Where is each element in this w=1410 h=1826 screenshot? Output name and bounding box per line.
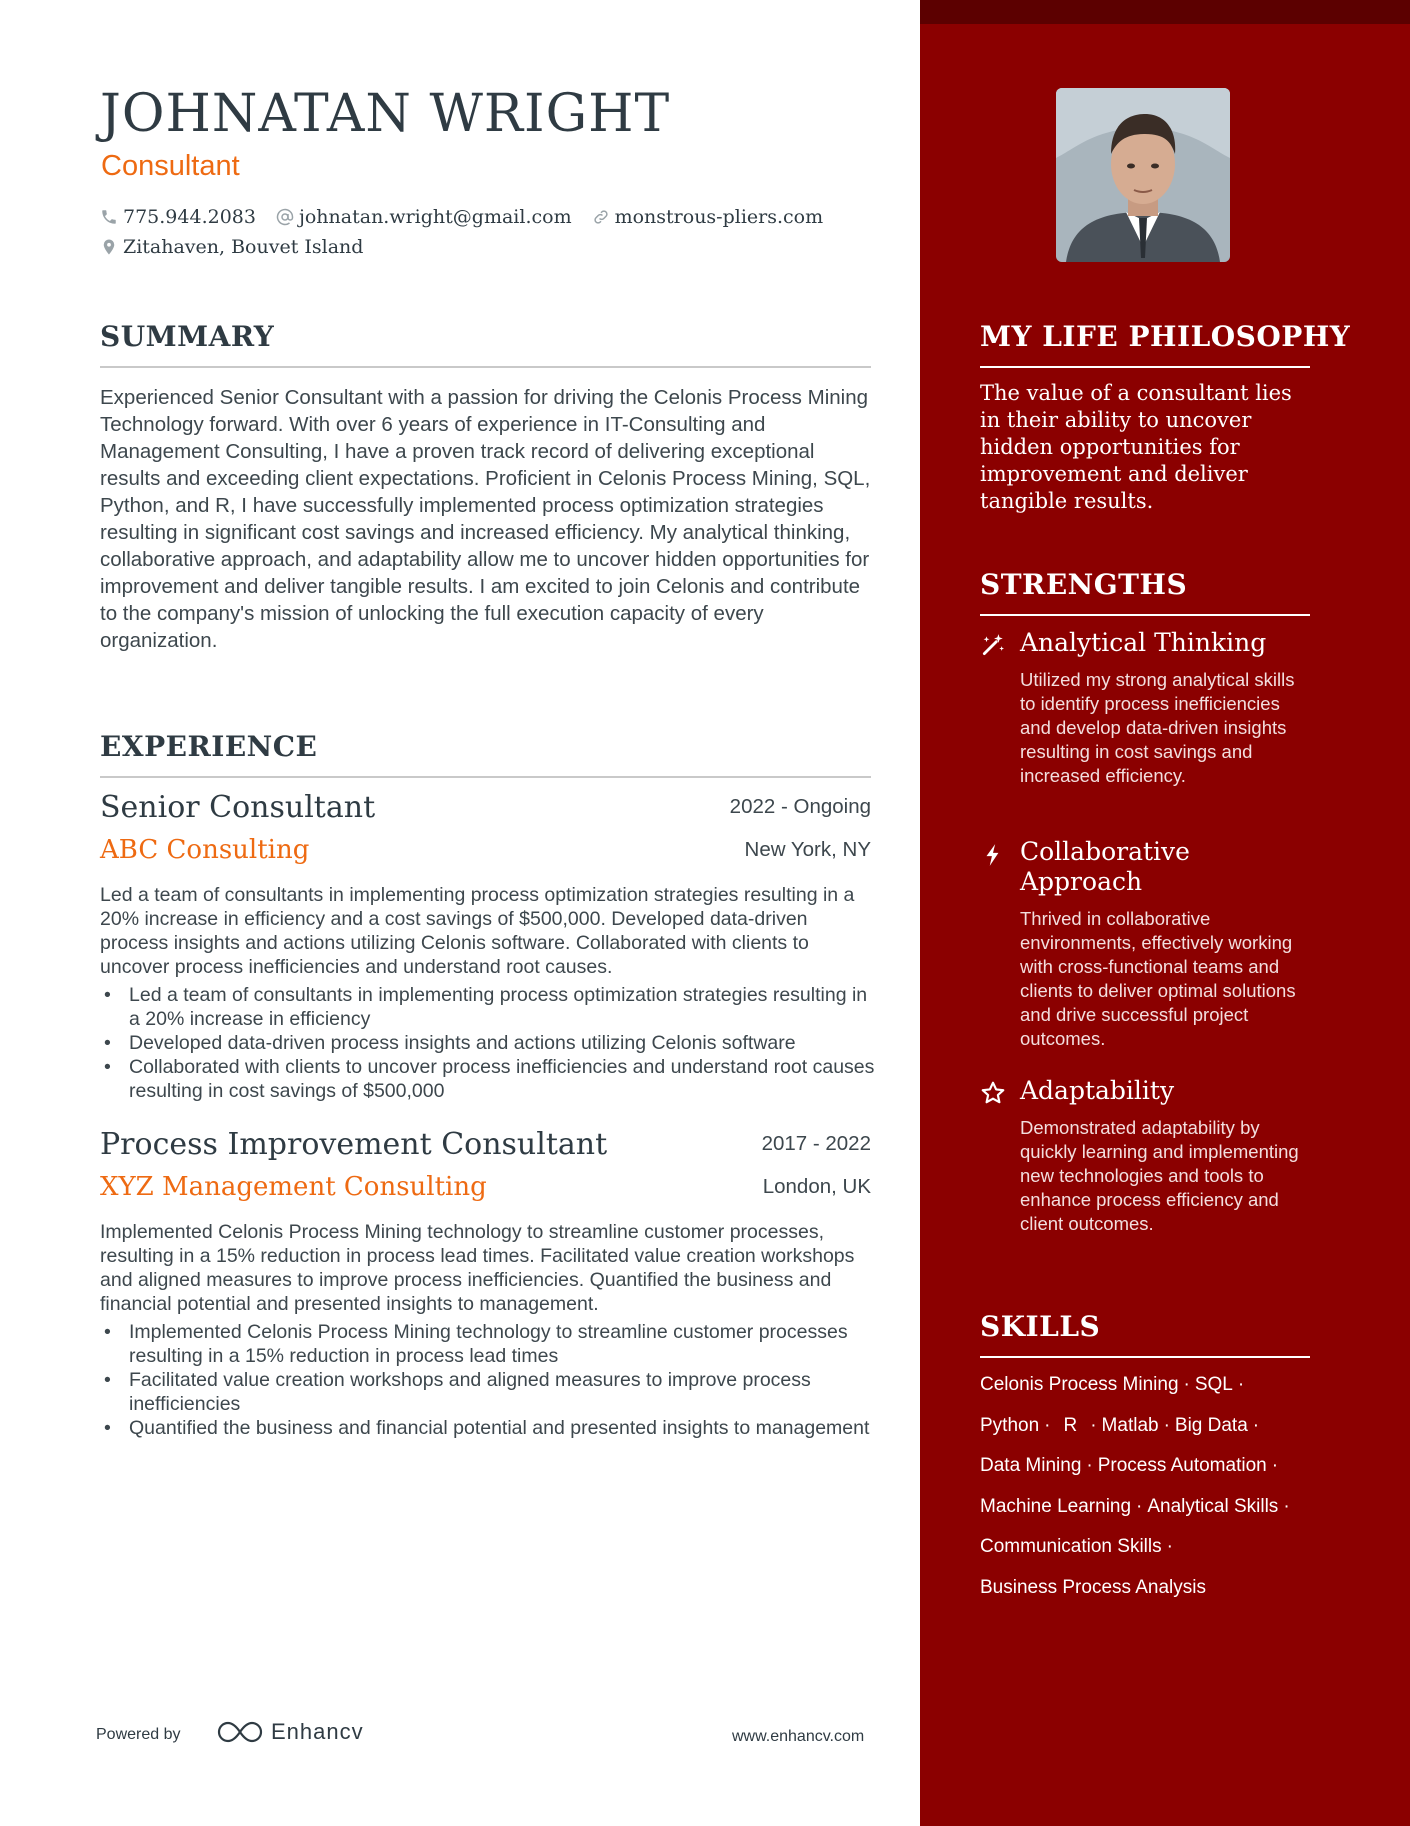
summary-heading: SUMMARY [100,320,275,353]
summary-divider [100,366,871,368]
skills-row [980,1370,1320,1411]
lightning-icon [980,842,1006,868]
profile-photo [1056,88,1230,262]
strengths-heading: STRENGTHS [980,568,1188,601]
skills-list [980,1370,1320,1613]
skills-row [980,1492,1320,1533]
candidate-name: JOHNATAN WRIGHT [100,84,671,144]
job-bullet: • Quantified the business and financial potential and presented insights to management [100,1416,875,1440]
experience-heading: EXPERIENCE [100,730,318,763]
sidebar-top-bar [920,0,1410,24]
website-contact[interactable] [592,206,824,228]
job-description: Implemented Celonis Process Mining technology to streamline customer processes, resulting in a 15% reduction in process lead times. Facilitated value creation workshops and aligned measures to improve process inefficiencies. Quantified the business and financial potential and presented insights to management. [100,1221,855,1315]
skill-separator: · [1086,1455,1093,1476]
location-text: Zitahaven, Bouvet Island [123,236,364,258]
job-bullet: • Led a team of consultants in implementing process optimization strategies resulting in a 20% increase in efficiency [100,983,875,1031]
skill-tag: Machine Learning [980,1495,1132,1517]
email-contact[interactable] [276,206,572,228]
skill-separator: · [1252,1414,1260,1436]
job-title: Senior Consultant [100,790,376,825]
phone-contact [100,206,256,228]
job-dates: 2022 - Ongoing [729,795,871,818]
skill-separator: · [1271,1455,1279,1476]
job-company: XYZ Management Consulting [100,1172,487,1202]
skills-row [980,1532,1320,1573]
enhancv-brand-text: Enhancv [271,1719,364,1744]
job-title: Process Improvement Consultant [100,1127,608,1162]
philosophy-divider [980,366,1310,368]
job-bullet: • Developed data-driven process insights and actions utilizing Celonis software [100,1031,875,1055]
skill-separator: · [1163,1414,1170,1436]
skill-separator: · [1283,1495,1290,1517]
strength-title: Adaptability [1020,1076,1175,1105]
philosophy-heading: MY LIFE PHILOSOPHY [980,320,1351,353]
star-icon [980,1080,1006,1106]
job-location: New York, NY [744,838,871,861]
job-dates: 2017 - 2022 [761,1132,871,1155]
infinity-logo-icon [215,1718,265,1746]
at-icon [276,208,294,226]
skills-row [980,1451,1320,1492]
skills-row [980,1411,1320,1452]
skill-tag: Matlab [1101,1414,1159,1436]
skill-separator: · [1237,1374,1245,1395]
contact-info [100,202,843,262]
job-bullet: • Collaborated with clients to uncover process inefficiencies and understand root causes resulting in cost savings of $500,000 [100,1055,875,1103]
skills-row [980,1573,1320,1614]
skills-divider [980,1356,1310,1358]
skill-tag: Celonis Process Mining [980,1374,1179,1395]
strengths-divider [980,614,1310,616]
job-bullets [100,983,875,1103]
location-contact [100,236,363,258]
phone-icon [100,208,118,226]
strength-title: Collaborative Approach [1020,837,1190,896]
candidate-role: Consultant [101,150,240,182]
skill-separator: · [1166,1536,1173,1557]
summary-text: Experienced Senior Consultant with a passion for driving the Celonis Process Mining Technology forward. With over 6 years of experience in IT-Consulting and Management Consulting, I have a proven track record of delivering exceptional results and exceeding client expectations. Proficient in Celonis Process Mining, SQL, Python, and R, I have successfully implemented process optimization strategies resulting in significant cost savings and increased efficiency. My analytical thinking, collaborative approach, and adaptability allow me to uncover hidden opportunities for improvement and deliver tangible results. I am excited to join Celonis and contribute to the company's mission of unlocking the full execution capacity of every organization. [100,386,871,652]
skill-tag: Data Mining [980,1455,1082,1476]
job-location: London, UK [762,1175,871,1198]
skill-tag: SQL [1194,1374,1233,1395]
job-bullet: • Implemented Celonis Process Mining technology to streamline customer processes resulting in a 15% reduction in process lead times [100,1320,875,1368]
location-pin-icon [100,238,118,256]
skill-tag: Python [980,1414,1040,1436]
powered-by-label: Powered by [96,1726,181,1743]
strength-description: Thrived in collaborative environments, effectively working with cross-functional teams and clients to deliver optimal solutions and drive successful project outcomes. [1020,908,1296,1049]
magic-wand-icon [980,632,1006,658]
skill-tag: Communication Skills [980,1536,1162,1557]
job-company: ABC Consulting [100,835,310,865]
job-bullet: • Facilitated value creation workshops and aligned measures to improve process inefficiencies [100,1368,875,1416]
skill-separator: · [1183,1374,1190,1395]
website-text: monstrous-pliers.com [614,206,824,228]
job-description: Led a team of consultants in implementing process optimization strategies resulting in a 20% increase in efficiency and a cost savings of $500,000. Developed data-driven process insights and actions utilizing Celonis software. Collaborated with clients to uncover process inefficiencies and understand root causes. [100,884,855,978]
footer-url[interactable]: www.enhancv.com [732,1728,865,1745]
philosophy-text: The value of a consultant lies in their ability to uncover hidden opportunities for improvement and deliver tangible results. [980,381,1292,513]
experience-divider [100,776,871,778]
strength-description: Utilized my strong analytical skills to identify process inefficiencies and develop data-driven insights resulting in cost savings and increased efficiency. [1020,669,1295,786]
skill-tag: R [1063,1414,1078,1436]
email-text: johnatan.wright@gmail.com [298,206,572,228]
skill-tag: Business Process Analysis [980,1576,1206,1598]
job-bullets [100,1320,875,1440]
skill-separator: · [1090,1414,1097,1436]
phone-text: 775.944.2083 [123,206,256,228]
skill-separator: · [1044,1414,1051,1436]
skills-heading: SKILLS [980,1310,1101,1343]
skill-tag: Process Automation [1097,1455,1267,1476]
skill-separator: · [1136,1495,1143,1517]
enhancv-logo[interactable] [215,1718,364,1746]
link-icon [592,208,610,226]
skill-tag: Big Data [1174,1414,1248,1436]
strength-title: Analytical Thinking [1020,628,1267,657]
skill-tag: Analytical Skills [1147,1495,1279,1517]
strength-description: Demonstrated adaptability by quickly learning and implementing new technologies and tools to enhance process efficiency and client outcomes. [1020,1117,1299,1234]
